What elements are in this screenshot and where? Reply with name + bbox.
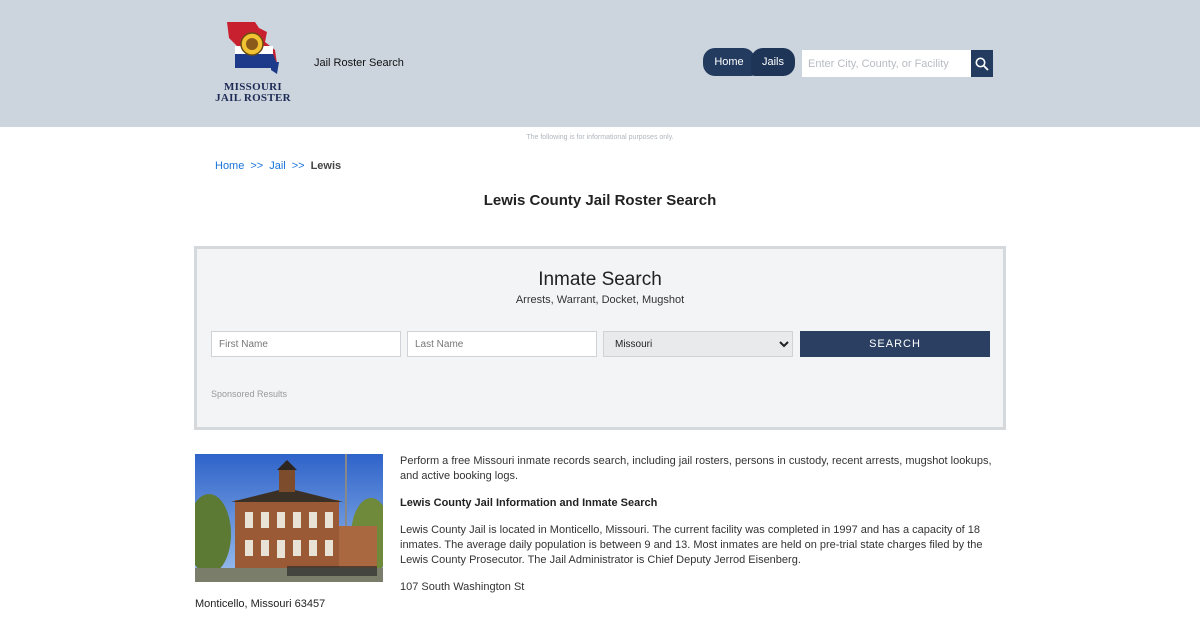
facility-search-button[interactable] <box>971 50 993 77</box>
info-heading: Lewis County Jail Information and Inmate Search <box>400 497 658 509</box>
breadcrumb-separator: >> <box>250 160 264 172</box>
inmate-search-title: Inmate Search <box>538 269 662 290</box>
info-paragraph: Lewis County Jail is located in Monticello, Missouri. The current facility was completed in 1997 and has a capacity of 18 inmates. The average daily population is between 9 and 13. Most inmates are held on pre-trial state charges filed by the Lewis County Prosecutor. The Jail Administrator is Chief Deputy Jerrod Eisenberg. <box>400 524 983 566</box>
inmate-search-subtitle: Arrests, Warrant, Docket, Mugshot <box>515 294 685 306</box>
site-title[interactable]: Jail Roster Search <box>314 57 404 69</box>
missouri-state-icon <box>215 18 291 80</box>
nav-home-button[interactable]: Home <box>703 48 755 76</box>
courthouse-photo <box>195 454 383 582</box>
site-header <box>0 0 1200 127</box>
breadcrumb-home-link[interactable]: Home <box>215 160 245 172</box>
courthouse-image-icon <box>195 454 383 582</box>
sponsored-results-label: Sponsored Results <box>211 389 288 399</box>
address-line: 107 South Washington St <box>400 581 525 593</box>
facility-search-input[interactable] <box>802 50 972 77</box>
search-icon <box>975 57 989 71</box>
inmate-search-panel <box>194 246 1006 430</box>
first-name-input[interactable] <box>211 331 401 357</box>
intro-paragraph: Perform a free Missouri inmate records search, including jail rosters, persons in custody, recent arrests, mugshot lookups, and active booking logs. <box>400 455 992 482</box>
logo-line-1: MISSOURI <box>223 81 283 93</box>
photo-caption: Monticello, Missouri 63457 <box>195 598 326 610</box>
state-select[interactable] <box>603 331 793 357</box>
breadcrumb-current: Lewis <box>310 160 342 172</box>
logo-wordmark <box>210 82 296 104</box>
logo-line-2: JAIL ROSTER <box>215 92 291 104</box>
last-name-input[interactable] <box>407 331 597 357</box>
jail-info-content <box>400 454 992 607</box>
breadcrumb <box>215 160 341 172</box>
page-title: Lewis County Jail Roster Search <box>483 192 717 209</box>
breadcrumb-separator: >> <box>291 160 305 172</box>
inmate-search-button[interactable]: SEARCH <box>800 331 990 357</box>
disclaimer-text: The following is for informational purposes only. <box>526 134 674 141</box>
nav-jails-button[interactable]: Jails <box>751 48 795 76</box>
breadcrumb-jail-link[interactable]: Jail <box>269 160 286 172</box>
